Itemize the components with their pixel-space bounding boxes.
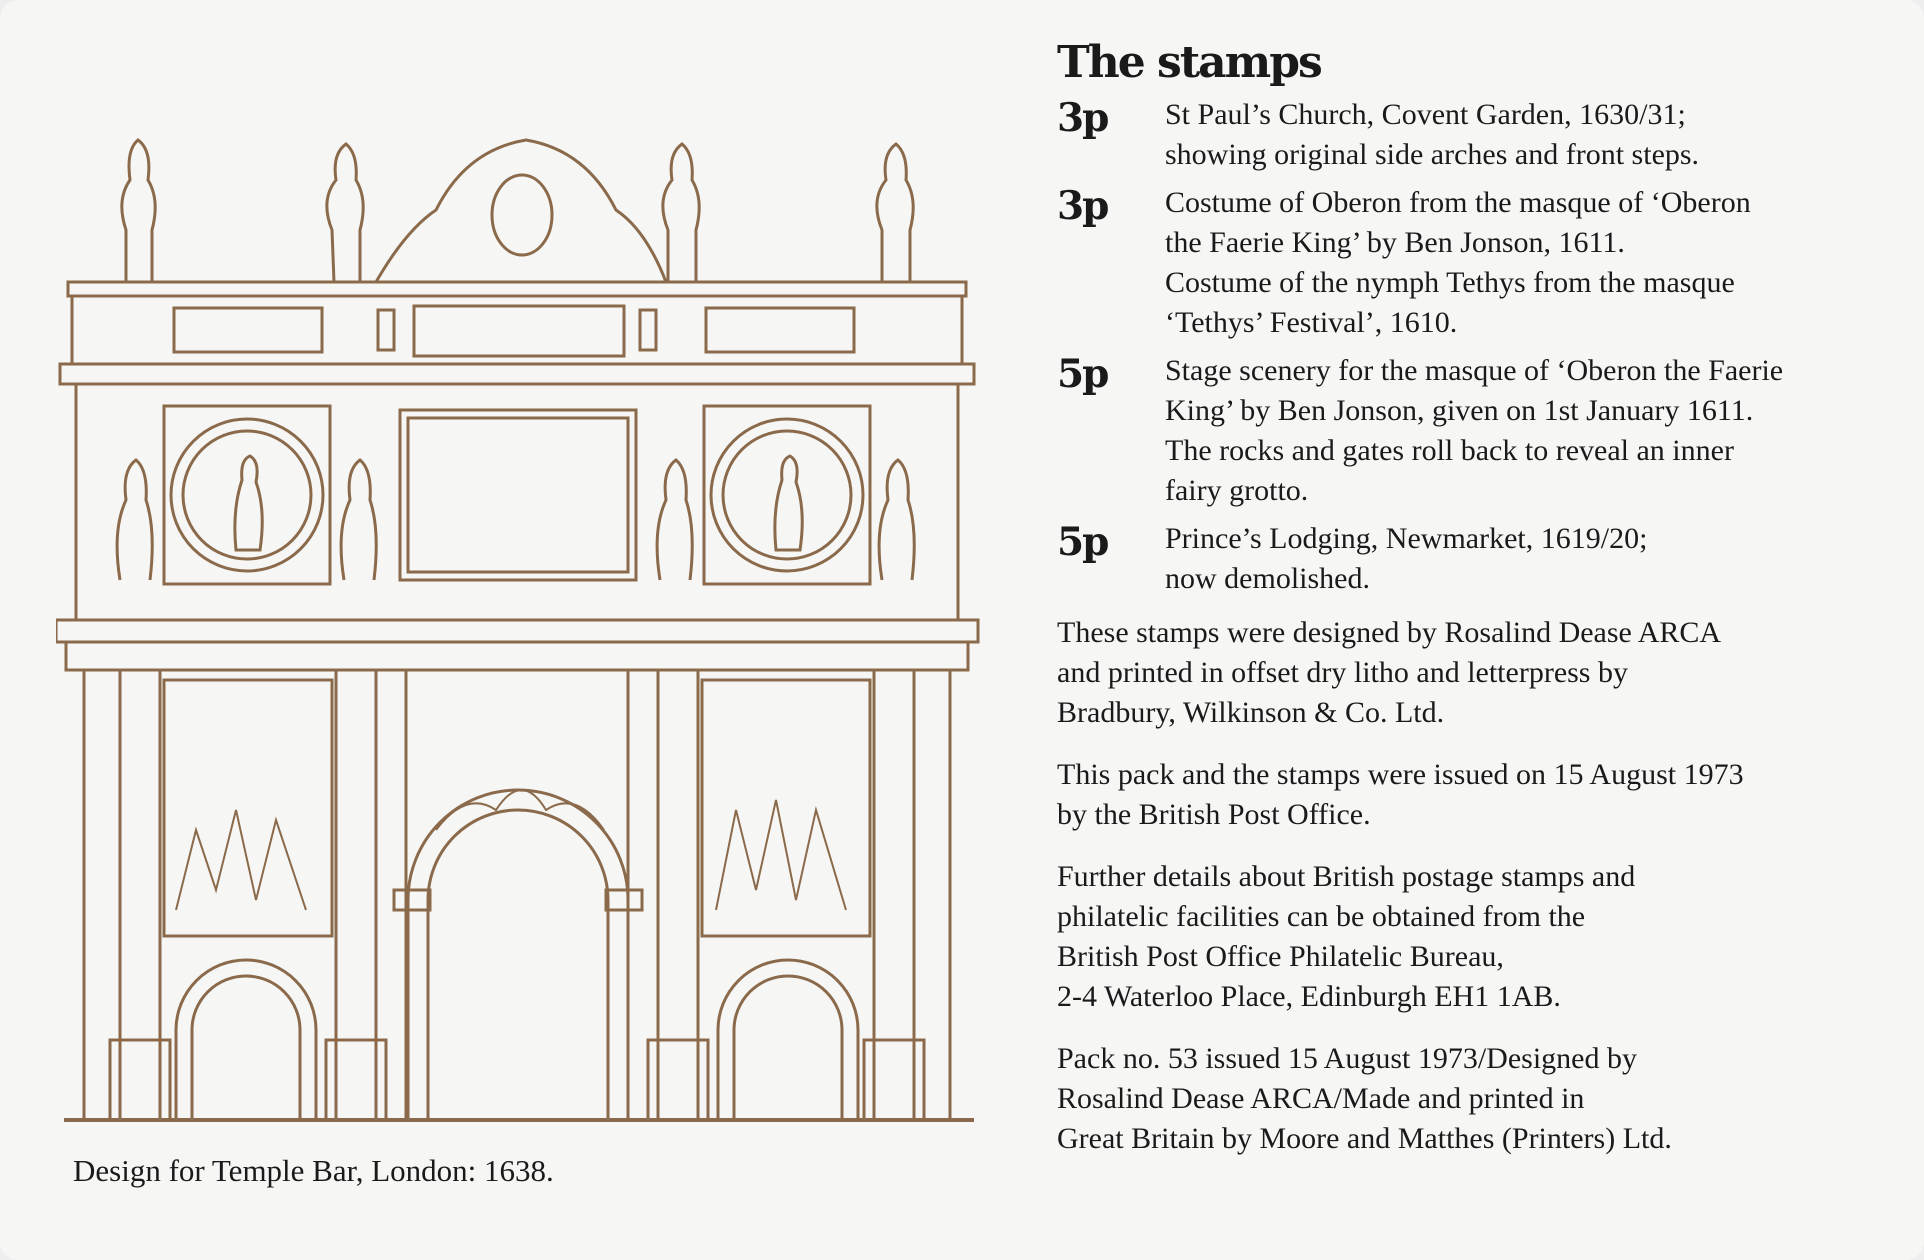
stamp-description xyxy=(1165,519,1915,599)
paragraph-line: 2-4 Waterloo Place, Edinburgh EH1 1AB. xyxy=(1057,980,1561,1013)
stamp-value: 3p xyxy=(1057,95,1108,141)
paragraph-line: This pack and the stamps were issued on 15 August 1973 xyxy=(1057,758,1744,791)
stamp-entry xyxy=(1055,95,1915,175)
stamp-description-line: now demolished. xyxy=(1165,562,1370,595)
stamp-description xyxy=(1165,183,1915,343)
stamps-heading: The stamps xyxy=(1057,37,1321,88)
stamp-description-line: the Faerie King’ by Ben Jonson, 1611. xyxy=(1165,226,1625,259)
stamp-value: 3p xyxy=(1057,183,1108,229)
paragraph-line: and printed in offset dry litho and letterpress by xyxy=(1057,656,1628,689)
stamp-description-line: Costume of the nymph Tethys from the masque xyxy=(1165,266,1735,299)
stamp-entry xyxy=(1055,519,1915,599)
stamp-description xyxy=(1165,351,1915,511)
stamp-entry xyxy=(1055,183,1915,343)
stamp-description-line: The rocks and gates roll back to reveal an inner xyxy=(1165,434,1734,467)
paragraph-line: These stamps were designed by Rosalind Dease ARCA xyxy=(1057,616,1722,649)
paragraph-line: by the British Post Office. xyxy=(1057,798,1371,831)
stamp-entry xyxy=(1055,351,1915,511)
stamp-description xyxy=(1165,95,1915,175)
stamp-description-line: Costume of Oberon from the masque of ‘Oberon xyxy=(1165,186,1751,219)
stamp-description-line: ‘Tethys’ Festival’, 1610. xyxy=(1165,306,1458,339)
stamp-description-line: St Paul’s Church, Covent Garden, 1630/31; xyxy=(1165,98,1686,131)
paragraph-line: Bradbury, Wilkinson & Co. Ltd. xyxy=(1057,696,1445,729)
design-credits-paragraph xyxy=(1057,613,1915,733)
paragraph-line: British Post Office Philatelic Bureau, xyxy=(1057,940,1504,973)
stamp-description-line: fairy grotto. xyxy=(1165,474,1309,507)
stamp-value: 5p xyxy=(1057,519,1108,565)
pack-info-paragraph xyxy=(1057,1039,1915,1159)
stamp-description-line: Stage scenery for the masque of ‘Oberon the Faerie xyxy=(1165,354,1784,387)
paragraph-line: Pack no. 53 issued 15 August 1973/Designed by xyxy=(1057,1042,1637,1075)
temple-bar-illustration xyxy=(56,110,986,1125)
illustration-caption: Design for Temple Bar, London: 1638. xyxy=(73,1153,554,1188)
stamps-text-column xyxy=(1055,35,1915,1159)
paragraph-line: philatelic facilities can be obtained from the xyxy=(1057,900,1586,933)
paragraph-line: Great Britain by Moore and Matthes (Printers) Ltd. xyxy=(1057,1122,1672,1155)
issue-date-paragraph xyxy=(1057,755,1915,835)
paragraph-line: Further details about British postage stamps and xyxy=(1057,860,1636,893)
stamp-description-line: Prince’s Lodging, Newmarket, 1619/20; xyxy=(1165,522,1648,555)
stamp-description-line: showing original side arches and front steps. xyxy=(1165,138,1700,171)
stamp-value: 5p xyxy=(1057,351,1108,397)
stamp-description-line: King’ by Ben Jonson, given on 1st January 1611. xyxy=(1165,394,1754,427)
paragraph-line: Rosalind Dease ARCA/Made and printed in xyxy=(1057,1082,1585,1115)
philatelic-bureau-paragraph xyxy=(1057,857,1915,1017)
